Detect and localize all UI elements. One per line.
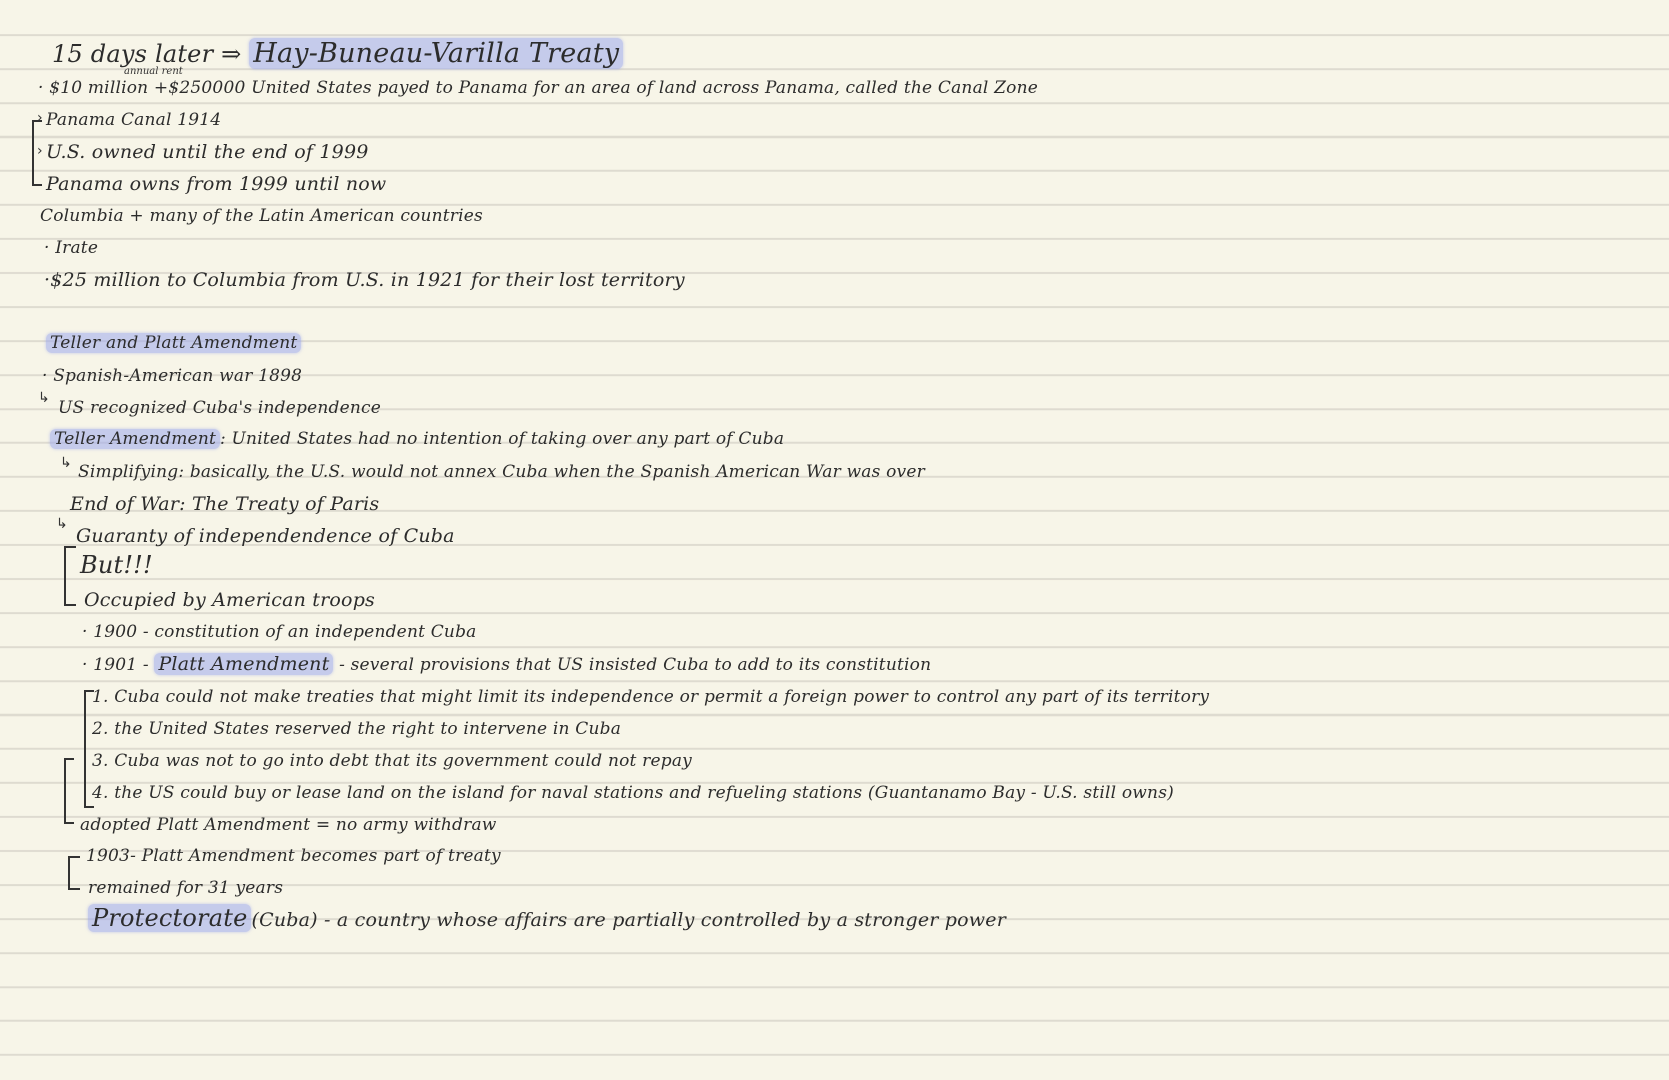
header-line [52, 38, 623, 69]
arrow-icon: ↳ [60, 455, 72, 471]
arrow-icon: › [37, 110, 43, 126]
platt-line [82, 653, 931, 675]
provision-4: 4. the US could buy or lease land on the island for naval stations and refueling stations (Guantanamo Bay - U.S. still owns) [92, 783, 1174, 803]
platt-prefix: · 1901 - [82, 655, 149, 675]
treaty-title: Hay-Buneau-Varilla Treaty [249, 38, 623, 69]
platt-amendment-label: Platt Amendment [154, 653, 333, 675]
guaranty-line: Guaranty of independendence of Cuba [76, 525, 455, 547]
arrow-icon: ↳ [38, 390, 50, 406]
section-title [46, 333, 301, 353]
provision-1: 1. Cuba could not make treaties that might limit its independence or permit a foreign power to control any part of its territory [92, 687, 1210, 707]
spanish-war-line: · Spanish-American war 1898 [42, 366, 303, 386]
treaty-1903-line: 1903- Platt Amendment becomes part of treaty [86, 846, 501, 866]
platt-suffix: - several provisions that US insisted Cuba to add to its constitution [339, 655, 932, 675]
bracket-but [64, 546, 76, 606]
protectorate-line [88, 904, 1006, 932]
payment-columbia-line: ·$25 million to Columbia from U.S. in 1921 for their lost territory [44, 269, 685, 291]
header-prefix: 15 days later ⇒ [52, 40, 242, 68]
columbia-line: Columbia + many of the Latin American countries [40, 206, 483, 226]
provision-2: 2. the United States reserved the right to intervene in Cuba [92, 719, 622, 739]
recognized-line: US recognized Cuba's independence [58, 398, 381, 418]
remained-line: remained for 31 years [88, 878, 284, 898]
protectorate-label: Protectorate [88, 904, 251, 932]
us-owned-line: U.S. owned until the end of 1999 [46, 141, 369, 163]
teller-platt-title: Teller and Platt Amendment [46, 333, 301, 353]
occupied-line: Occupied by American troops [84, 589, 376, 611]
protectorate-definition: (Cuba) - a country whose affairs are partially controlled by a stronger power [251, 909, 1007, 931]
annual-rent-note: annual rent [124, 66, 183, 77]
provision-3: 3. Cuba was not to go into debt that its government could not repay [92, 751, 692, 771]
irate-line: · Irate [44, 238, 99, 258]
arrow-icon: › [37, 143, 43, 159]
arrow-icon: ↳ [56, 516, 68, 532]
end-of-war-line: End of War: The Treaty of Paris [70, 493, 380, 515]
bracket-adopted [64, 758, 74, 824]
but-line: But!!! [80, 551, 153, 579]
constitution-line: · 1900 - constitution of an independent Cuba [82, 622, 477, 642]
panama-canal-line: Panama Canal 1914 [46, 110, 222, 130]
adopted-line: adopted Platt Amendment = no army withdraw [80, 815, 497, 835]
teller-line [50, 429, 784, 449]
bracket-1903 [68, 856, 80, 890]
panama-owns-line: Panama owns from 1999 until now [46, 173, 387, 195]
simplifying-line: Simplifying: basically, the U.S. would not annex Cuba when the Spanish American War was over [78, 462, 925, 482]
teller-text: : United States had no intention of taking over any part of Cuba [220, 429, 785, 449]
teller-amendment-label: Teller Amendment [50, 429, 220, 449]
payment-line: · $10 million +$250000 United States payed to Panama for an area of land across Panama, called the Canal Zone [38, 78, 1039, 98]
